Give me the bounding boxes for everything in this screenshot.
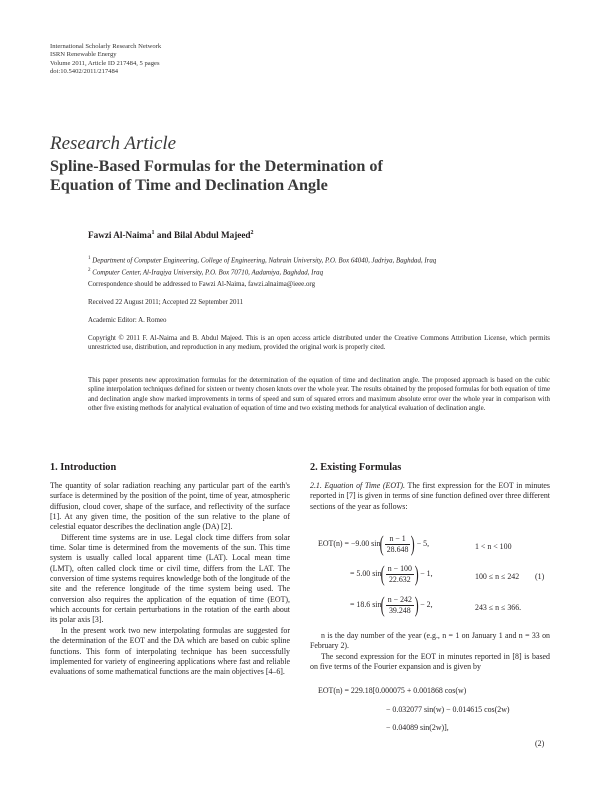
intro-paragraph-3: In the present work two new interpolating formulas are suggested for the determination of the EOT and the DA which are based on cubic spline functions. This form of interpolating technique has been successfully implemented for variety of engineering applications where fast and reliable evaluations of some mathematical functions are the main objectives [4–6]. xyxy=(50,625,290,677)
journal-doi: doi:10.5402/2011/217484 xyxy=(50,68,119,76)
author-1-sup: 1 xyxy=(151,230,155,236)
author-2: Bilal Abdul Majeed xyxy=(173,230,251,241)
equation-1-row-2: = 5.00 sin( $\frac{n - 100}{22.632}$ ) − 1, xyxy=(350,561,433,586)
intro-paragraph-1: The quantity of solar radiation reaching any particular part of the earth's surface is determined by the position of the point, time of year, atmospheric diffusion, cloud cover, shape of the surface, and reflectivity of the surface [1]. At any given time, the position of the sun relative to the plane of celestial equator describes the declination angle (DA) [2]. xyxy=(50,481,290,532)
equation-1-row-3: = 18.6 sin( $\frac{n - 242}{39.248}$ ) − 2, xyxy=(350,592,433,617)
title-line-2: Equation of Time and Declination Angle xyxy=(50,176,328,194)
journal-network: International Scholarly Research Network xyxy=(50,43,162,50)
received-dates: Received 22 August 2011; Accepted 22 September 2011 xyxy=(88,299,244,306)
authors xyxy=(88,230,254,240)
author-1: Fawzi Al-Naima xyxy=(88,230,152,241)
subsection-eot-heading: 2.1. Equation of Time (EOT). xyxy=(310,481,406,490)
existing-body xyxy=(310,631,550,672)
equation-2-line-3: − 0.04089 sin(2w)], xyxy=(386,723,449,732)
authors-and: and xyxy=(154,230,174,241)
affiliations xyxy=(88,254,436,279)
equation-2-number: (2) xyxy=(535,739,545,748)
section-introduction-heading: 1. Introduction xyxy=(50,462,117,473)
paper-title xyxy=(50,157,520,195)
equation-1-row-1: EOT(n) = −9.00 sin( $\frac{n - 1}{28.648}$ ) − 5, xyxy=(318,531,430,556)
existing-paragraph-2: n is the day number of the year (e.g., n = 1 on January 1 and n = 33 on February 2). xyxy=(310,631,550,651)
correspondence: Correspondence should be addressed to Fawzi Al-Naima, fawzi.alnaima@ieee.org xyxy=(88,281,316,288)
intro-paragraph-2: Different time systems are in use. Legal clock time differs from solar time. Solar time is determined from the movements of the sun. This time system is usually called local apparent time (LAT). Local mean time (LMT), often called clock time or civil time, differs from the LAT. The conversion of time systems requires knowledge both of the longitude of the site and the reference longitude of the time system being used. The conversion also requires the application of the equation of time (EOT), which accounts for certain perturbations in the rotation of the earth about its polar axis [3]. xyxy=(50,532,290,625)
affiliation-2: $^2$ Computer Center, Al-Iraqiya University, P.O. Box 70710, Aadamiya, Baghdad, Iraq xyxy=(88,268,324,277)
section-existing-formulas-heading: 2. Existing Formulas xyxy=(310,462,402,473)
existing-paragraph-3: The second expression for the EOT in minutes reported in [8] is based on five terms of the Fourier expansion and is given by xyxy=(310,651,550,672)
equation-2-line-2: − 0.032077 sin(w) − 0.014615 cos(2w) xyxy=(386,705,510,714)
academic-editor: Academic Editor: A. Romeo xyxy=(88,317,167,324)
equation-1-cond-3: 243 ≤ n ≤ 366. xyxy=(475,603,522,612)
equation-1-cond-1: 1 < n < 100 xyxy=(475,542,512,551)
equation-1-number: (1) xyxy=(535,572,545,581)
existing-intro xyxy=(310,481,550,512)
equation-2-line-1: EOT(n) = 229.18[0.000075 + 0.001868 cos(w) xyxy=(318,686,467,695)
journal-header xyxy=(50,43,161,77)
copyright-notice: Copyright © 2011 F. Al-Naima and B. Abdul Majeed. This is an open access article distributed under the Creative Commons Attribution License, which permits unrestricted use, distribution, and reproduction in any medium, provided the original work is properly cited. xyxy=(88,335,550,352)
equation-1-cond-2: 100 ≤ n ≤ 242 xyxy=(475,572,520,581)
author-2-sup: 2 xyxy=(250,230,254,236)
article-type: Research Article xyxy=(50,133,177,154)
journal-volume: Volume 2011, Article ID 217484, 5 pages xyxy=(50,59,160,67)
existing-paragraph-1: The first expression for the EOT in minutes reported in [7] is given in terms of sine function defined over three different sections of the year as follows: xyxy=(310,481,550,511)
introduction-body xyxy=(50,481,290,678)
abstract: This paper presents new approximation formulas for the determination of the equation of time and declination angle. The proposed approach is based on the cubic spline interpolation techniques defined for sixteen or twenty chosen knots over the whole year. The results obtained by the proposed formulas for both equation of time and declination angle show marked improvements in terms of speed and sum of squared errors and maximum absolute error over the whole year in comparison with other five existing methods for analytical evaluation of equation of time and two existing methods for analytical evaluation of declination angle. xyxy=(88,377,550,412)
journal-name: ISRN Renewable Energy xyxy=(50,51,117,59)
affiliation-1: $^1$ Department of Computer Engineering, College of Engineering, Nahrain University, P.O. Box 64040, Jadriya, Baghdad, Iraq xyxy=(88,256,437,265)
title-line-1: Spline-Based Formulas for the Determination of xyxy=(50,157,383,175)
